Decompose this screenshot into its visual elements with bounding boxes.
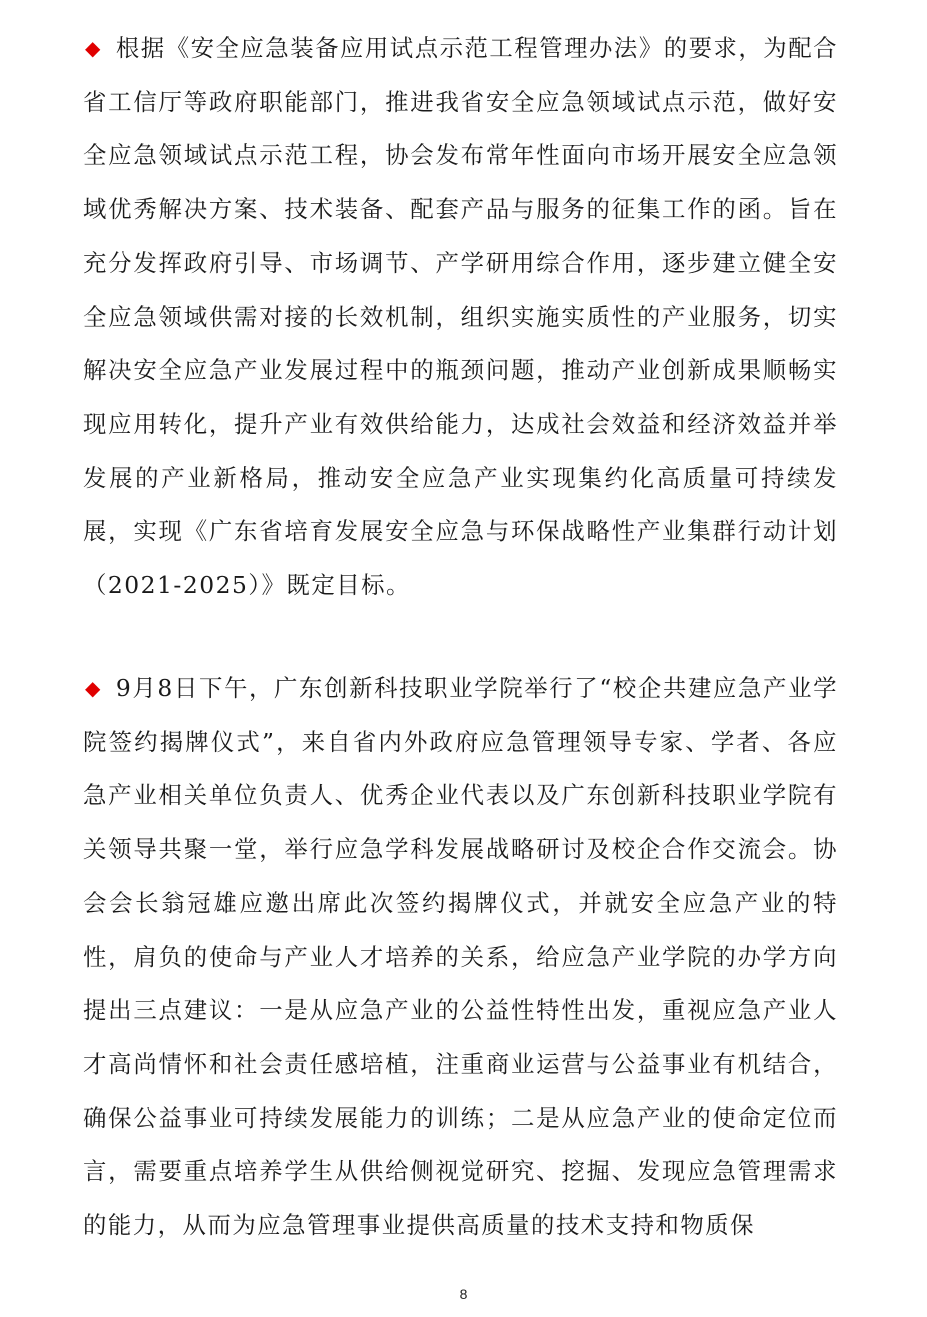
paragraph-signing-ceremony	[83, 662, 838, 1253]
paragraph-text: 9月8日下午，广东创新科技职业学院举行了“校企共建应急产业学院签约揭牌仪式”，来自省内外政府应急管理领导专家、学者、各应急产业相关单位负责人、优秀企业代表以及广东创新科技职业学院有关领导共聚一堂，举行应急学科发展战略研讨及校企合作交流会。协会会长翁冠雄应邀出席此次签约揭牌仪式，并就安全应急产业的特性，肩负的使命与产业人才培养的关系，给应急产业学院的办学方向提出三点建议：一是从应急产业的公益性特性出发，重视应急产业人才高尚情怀和社会责任感培植，注重商业运营与公益事业有机结合，确保公益事业可持续发展能力的训练；二是从应急产业的使命定位而言，需要重点培养学生从供给侧视觉研究、挖掘、发现应急管理需求的能力，从而为应急管理事业提供高质量的技术支持和物质保	[83, 674, 838, 1240]
page-number: 8	[459, 1286, 468, 1302]
paragraph-text: 根据《安全应急装备应用试点示范工程管理办法》的要求，为配合省工信厅等政府职能部门，推进我省安全应急领域试点示范，做好安全应急领域试点示范工程，协会发布常年性面向市场开展安全应急领域优秀解决方案、技术装备、配套产品与服务的征集工作的函。旨在充分发挥政府引导、市场调节、产学研用综合作用，逐步建立健全安全应急领域供需对接的长效机制，组织实施实质性的产业服务，切实解决安全应急产业发展过程中的瓶颈问题，推动产业创新成果顺畅实现应用转化，提升产业有效供给能力，达成社会效益和经济效益并举发展的产业新格局，推动安全应急产业实现集约化高质量可持续发展，实现《广东省培育发展安全应急与环保战略性产业集群行动计划（2021-2025）》既定目标。	[83, 34, 838, 600]
red-diamond-bullet-icon: ◆	[85, 676, 102, 700]
paragraph-standards-collection	[83, 22, 838, 613]
red-diamond-bullet-icon: ◆	[85, 36, 102, 60]
